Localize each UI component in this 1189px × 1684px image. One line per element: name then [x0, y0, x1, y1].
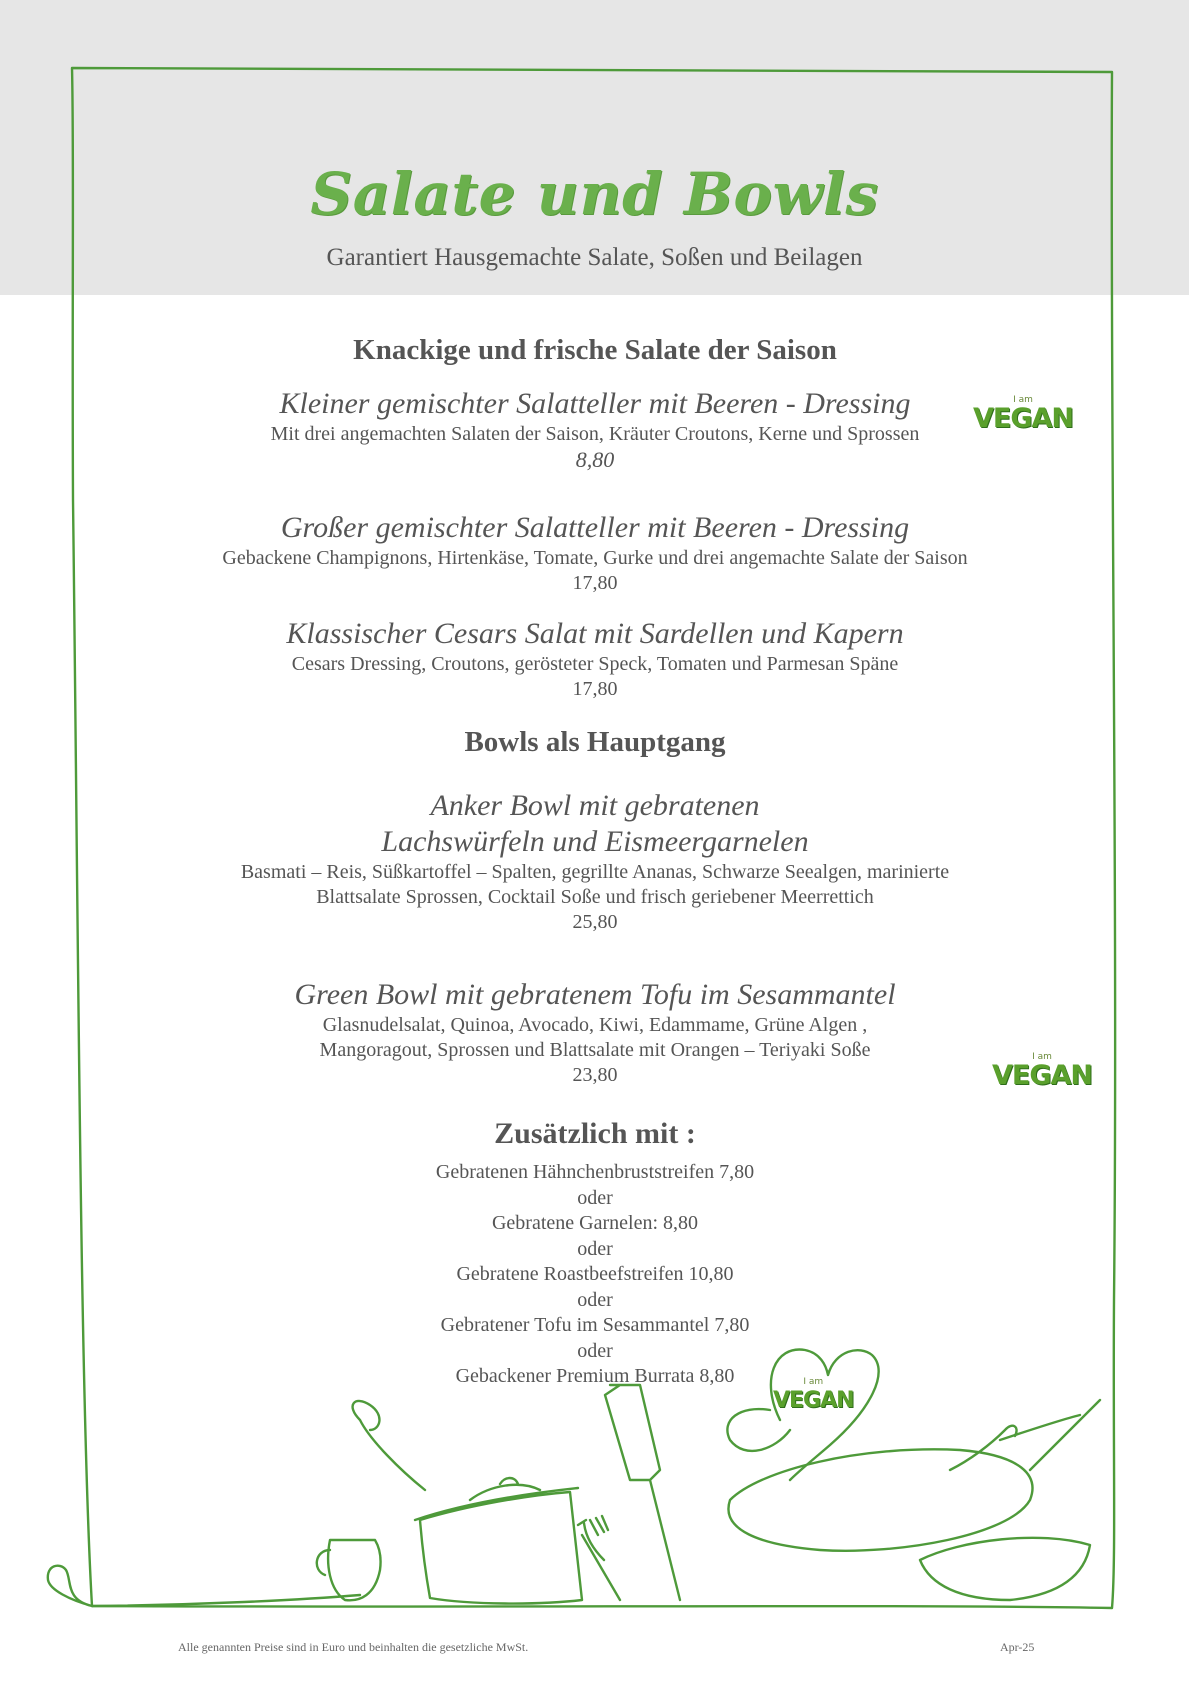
extra-option: Gebratene Roastbeefstreifen 10,80 [456, 1263, 734, 1285]
spoon-icon [353, 1401, 425, 1490]
item-price: 23,80 [572, 1064, 618, 1086]
menu-item [190, 977, 1000, 1088]
vegan-badge-small: I am [803, 1377, 824, 1387]
footer-note: Alle genannten Preise sind in Euro und beinhalten die gesetzliche MwSt. [178, 1640, 529, 1654]
item-price: 17,80 [572, 572, 618, 594]
vegan-badge-word: VEGAN [773, 1388, 854, 1413]
item-name: Anker Bowl mit gebratenen Lachswürfeln und Eismeergarnelen [381, 789, 809, 858]
item-description: Cesars Dressing, Croutons, gerösteter Speck, Tomaten und Parmesan Späne [291, 653, 899, 675]
item-description: Mit drei angemachten Salaten der Saison, Kräuter Croutons, Kerne und Sprossen [270, 423, 920, 445]
item-description: Glasnudelsalat, Quinoa, Avocado, Kiwi, Edammame, Grüne Algen , Mangoragout, Sprossen und Blattsalate mit Orangen – Teriyaki Soße [319, 1014, 871, 1061]
vegan-badge-icon [773, 1378, 854, 1415]
item-name: Green Bowl mit gebratenem Tofu im Sesammantel [294, 978, 896, 1011]
menu-item [190, 788, 1000, 935]
item-name: Klassischer Cesars Salat mit Sardellen und Kapern [286, 617, 904, 650]
bowl-icon [920, 1538, 1090, 1600]
fork-icon [578, 1516, 620, 1600]
extra-separator: oder [577, 1339, 613, 1362]
vegan-badge-icon [992, 1053, 1092, 1090]
pot-icon [415, 1478, 582, 1604]
section-heading-salads: Knackige und frische Salate der Saison [353, 334, 837, 366]
frame-curl-left [48, 1566, 92, 1606]
vegan-badge-small: I am [1032, 1052, 1052, 1062]
section-heading-bowls: Bowls als Hauptgang [464, 726, 726, 758]
extra-option: Gebackener Premium Burrata 8,80 [455, 1365, 735, 1387]
footer-date: Apr-25 [1000, 1640, 1035, 1654]
extra-separator: oder [577, 1237, 613, 1260]
vegan-badge-word: VEGAN [973, 403, 1073, 434]
extra-option: Gebratenen Hähnchenbruststreifen 7,80 [435, 1161, 755, 1183]
page-subtitle: Garantiert Hausgemachte Salate, Soßen und Beilagen [326, 244, 863, 271]
vegan-badge-small: I am [1013, 395, 1033, 405]
item-description: Basmati – Reis, Süßkartoffel – Spalten, gegrillte Ananas, Schwarze Seealgen, marinierte Blattsalate Sprossen, Cocktail Soße und frisch geriebener Meerrettich [240, 861, 950, 908]
pan-icon [728, 1400, 1100, 1551]
item-name: Großer gemischter Salatteller mit Beeren - Dressing [280, 511, 910, 544]
extra-option: Gebratene Garnelen: 8,80 [491, 1212, 698, 1234]
spatula-icon [605, 1385, 680, 1600]
extras-list [190, 1160, 1000, 1390]
menu-content [190, 330, 1000, 1390]
extra-separator: oder [577, 1288, 613, 1311]
item-price: 25,80 [572, 911, 618, 933]
vegan-badge-word: VEGAN [992, 1060, 1092, 1091]
kitchen-line-art [92, 1595, 360, 1606]
item-price: 17,80 [572, 678, 618, 700]
extra-separator: oder [577, 1186, 613, 1209]
page-title: Salate und Bowls [310, 160, 879, 228]
menu-item [190, 510, 1000, 596]
vegan-badge-icon [973, 396, 1073, 433]
cup-icon [317, 1540, 381, 1600]
item-price: 8,80 [575, 447, 615, 472]
menu-item [190, 616, 1000, 702]
menu-item [190, 386, 1000, 472]
extra-option: Gebratener Tofu im Sesammantel 7,80 [440, 1314, 750, 1336]
item-name: Kleiner gemischter Salatteller mit Beeren - Dressing [279, 387, 911, 420]
extras-heading: Zusätzlich mit : [494, 1117, 696, 1150]
item-description: Gebackene Champignons, Hirtenkäse, Tomate, Gurke und drei angemachte Salate der Saison [222, 547, 968, 569]
